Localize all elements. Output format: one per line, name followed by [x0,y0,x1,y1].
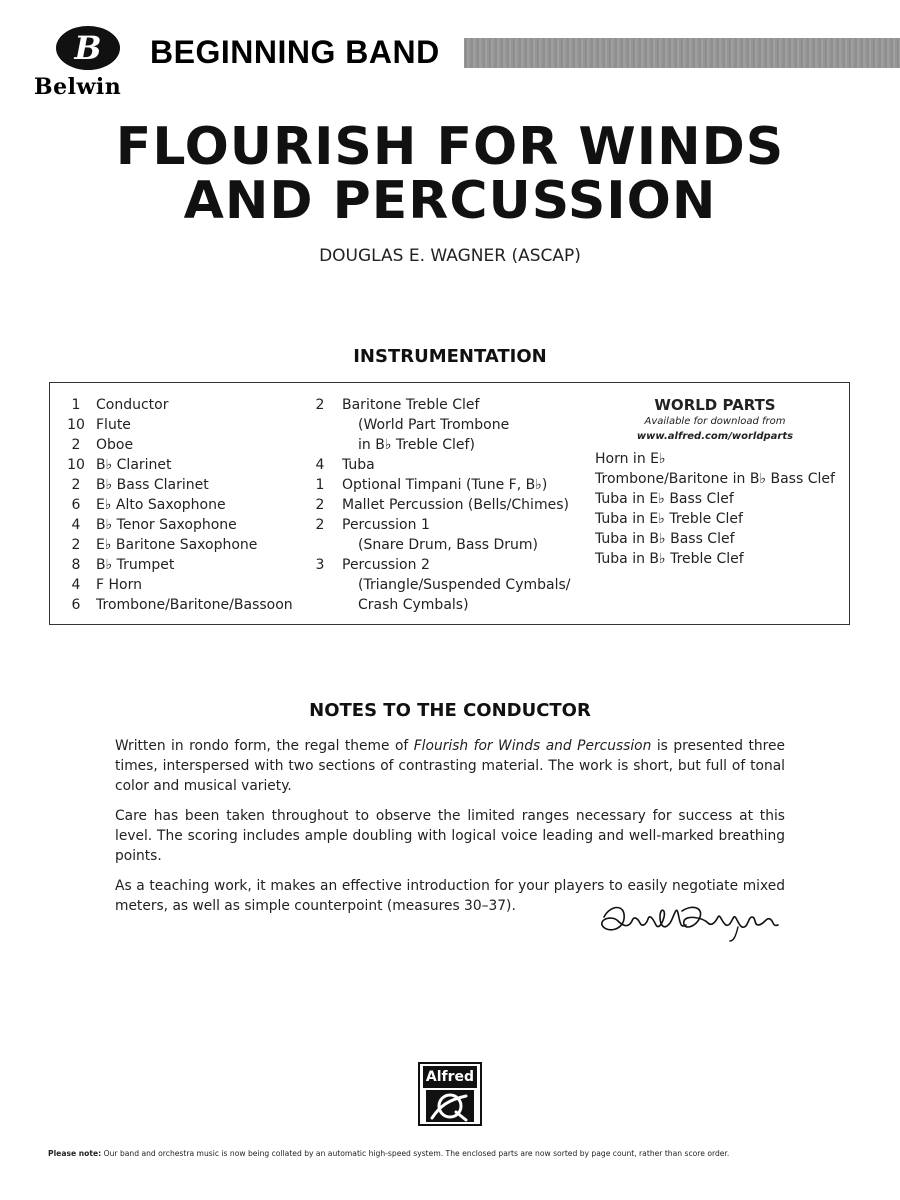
list-item: Tuba in B♭ Treble Clef [595,551,744,567]
list-item: Trombone/Baritone in B♭ Bass Clef [595,471,835,487]
list-item: 2 Baritone Treble Clef [315,397,480,413]
composer-credit: DOUGLAS E. WAGNER (ASCAP) [319,246,581,266]
piece-title [60,117,840,231]
list-item: in B♭ Treble Clef) [358,437,475,453]
header-bar [464,38,900,68]
title-line-1: FLOURISH FOR WINDS [115,117,785,177]
composer-signature [598,895,788,945]
world-parts [595,395,845,569]
belwin-emblem-letter: B [74,29,102,67]
alfred-emblem-icon [426,1090,474,1122]
list-item: 2 Mallet Percussion (Bells/Chimes) [315,497,569,513]
world-parts-subtitle: Available for download from [644,416,786,427]
list-item: 2 E♭ Baritone Saxophone [71,537,258,553]
list-item: 4 F Horn [71,577,142,593]
list-item: 2 Percussion 1 [315,517,430,533]
list-item: Horn in E♭ [595,451,666,467]
list-item: 10 B♭ Clarinet [67,457,172,473]
series-label: BEGINNING BAND [150,34,440,70]
list-item: Tuba in E♭ Treble Clef [595,511,743,527]
list-item: 6 Trombone/Baritone/Bassoon [71,597,293,613]
footer-label: Please note: [48,1149,102,1158]
list-item: 2 Oboe [71,437,134,453]
world-parts-url: www.alfred.com/worldparts [636,431,794,442]
notes-paragraph-1: Written in rondo form, the regal theme of Flourish for Winds and Percussion is presented three times, interspersed with two sections of contrasting material. The work is short, but full of tonal color and musical variety. [115,738,786,794]
notes-heading: NOTES TO THE CONDUCTOR [309,700,591,721]
list-item: Tuba in B♭ Bass Clef [595,531,735,547]
list-item: (Triangle/Suspended Cymbals/ [358,577,571,593]
notes-paragraph-2: Care has been taken throughout to observe the limited ranges necessary for success at this level. The scoring includes ample doubling with logical voice leading and well-marked breathing points. [115,808,785,864]
list-item: 3 Percussion 2 [315,557,430,573]
footer-note [48,1149,868,1158]
list-item: Tuba in E♭ Bass Clef [595,491,734,507]
list-item: 6 E♭ Alto Saxophone [71,497,226,513]
belwin-logo [30,22,150,102]
list-item: 10 Flute [67,417,131,433]
list-item: 4 B♭ Tenor Saxophone [71,517,237,533]
footer-text: Our band and orchestra music is now being collated by an automatic high-speed system. The enclosed parts are now sorted by page count, rather than score order. [101,1149,730,1158]
world-parts-list [595,449,845,569]
list-item: (Snare Drum, Bass Drum) [358,537,538,553]
instrumentation-box [49,382,850,625]
belwin-wordmark: Belwin [34,74,122,100]
instrumentation-heading: INSTRUMENTATION [353,346,547,367]
list-item: 8 B♭ Trumpet [71,557,175,573]
list-item: Crash Cymbals) [358,597,469,613]
list-item: 1 Optional Timpani (Tune F, B♭) [315,477,548,493]
instrument-list-col2 [298,395,571,615]
title-line-2: AND PERCUSSION [183,171,717,231]
notes-paragraph-3: As a teaching work, it makes an effective introduction for your players to easily negotiate mixed meters, as well as simple counterpoint (measures 30–37). [115,878,785,914]
list-item: 1 Conductor [71,397,169,413]
alfred-wordmark: Alfred [423,1066,477,1088]
list-item: 4 Tuba [315,457,375,473]
list-item: (World Part Trombone [358,417,510,433]
alfred-logo [418,1062,482,1126]
list-item: 2 B♭ Bass Clarinet [71,477,209,493]
instrument-list-col1 [56,395,293,615]
piece-title-italic: Flourish for Winds and Percussion [413,738,652,754]
world-parts-title: WORLD PARTS [654,396,776,414]
